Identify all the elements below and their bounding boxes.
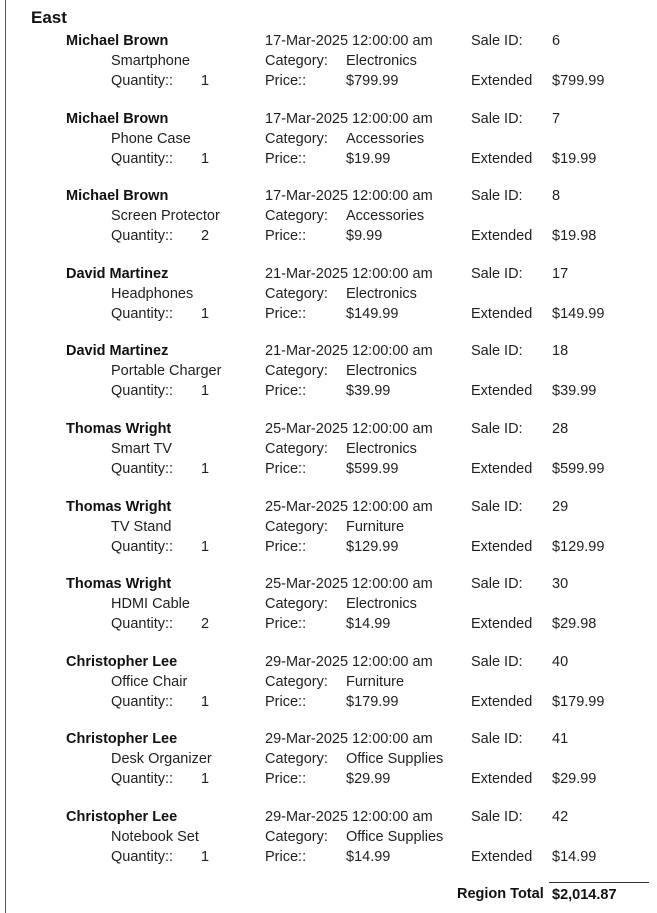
category-value: Accessories bbox=[346, 208, 425, 224]
extended-label: Extended bbox=[471, 771, 533, 787]
customer-name: Michael Brown bbox=[66, 33, 169, 49]
sale-id-value: 42 bbox=[552, 809, 569, 825]
sale-id-label: Sale ID: bbox=[471, 343, 523, 359]
sale-id-label: Sale ID: bbox=[471, 33, 523, 49]
sales-record bbox=[0, 421, 657, 481]
price-label: Price:: bbox=[265, 849, 307, 865]
sale-id-value: 8 bbox=[552, 188, 561, 204]
price-value: $39.99 bbox=[346, 383, 391, 399]
extended-label: Extended bbox=[471, 694, 533, 710]
customer-name: Christopher Lee bbox=[66, 809, 178, 825]
price-value: $599.99 bbox=[346, 461, 399, 477]
extended-value: $799.99 bbox=[552, 73, 605, 89]
customer-name: Michael Brown bbox=[66, 188, 169, 204]
category-label: Category: bbox=[265, 829, 328, 845]
quantity-value: 1 bbox=[201, 73, 210, 89]
category-value: Electronics bbox=[346, 441, 417, 457]
extended-value: $19.99 bbox=[552, 151, 597, 167]
product-name: Screen Protector bbox=[111, 208, 220, 224]
category-value: Office Supplies bbox=[346, 751, 444, 767]
sale-date: 21-Mar-2025 12:00:00 am bbox=[265, 266, 433, 282]
category-value: Electronics bbox=[346, 286, 417, 302]
region-total-label: Region Total bbox=[457, 886, 544, 902]
extended-value: $129.99 bbox=[552, 539, 605, 555]
quantity-value: 1 bbox=[201, 151, 210, 167]
category-label: Category: bbox=[265, 131, 328, 147]
quantity-label: Quantity:: bbox=[111, 461, 174, 477]
extended-value: $149.99 bbox=[552, 306, 605, 322]
extended-value: $29.99 bbox=[552, 771, 597, 787]
sale-date: 29-Mar-2025 12:00:00 am bbox=[265, 809, 433, 825]
category-label: Category: bbox=[265, 53, 328, 69]
sale-id-label: Sale ID: bbox=[471, 731, 523, 747]
sale-date: 25-Mar-2025 12:00:00 am bbox=[265, 421, 433, 437]
category-value: Electronics bbox=[346, 596, 417, 612]
sale-id-value: 40 bbox=[552, 654, 569, 670]
extended-value: $19.98 bbox=[552, 228, 597, 244]
sales-record bbox=[0, 499, 657, 559]
price-label: Price:: bbox=[265, 228, 307, 244]
quantity-label: Quantity:: bbox=[111, 539, 174, 555]
price-value: $799.99 bbox=[346, 73, 399, 89]
quantity-value: 1 bbox=[201, 383, 210, 399]
quantity-label: Quantity:: bbox=[111, 73, 174, 89]
category-value: Electronics bbox=[346, 53, 417, 69]
sale-date: 21-Mar-2025 12:00:00 am bbox=[265, 343, 433, 359]
customer-name: Thomas Wright bbox=[66, 421, 172, 437]
customer-name: David Martinez bbox=[66, 343, 169, 359]
quantity-value: 1 bbox=[201, 771, 210, 787]
sale-date: 17-Mar-2025 12:00:00 am bbox=[265, 33, 433, 49]
extended-value: $29.98 bbox=[552, 616, 597, 632]
sales-record bbox=[0, 111, 657, 171]
customer-name: Christopher Lee bbox=[66, 731, 178, 747]
sale-id-value: 17 bbox=[552, 266, 569, 282]
extended-label: Extended bbox=[471, 849, 533, 865]
product-name: Notebook Set bbox=[111, 829, 199, 845]
price-label: Price:: bbox=[265, 539, 307, 555]
sales-record bbox=[0, 809, 657, 869]
category-label: Category: bbox=[265, 286, 328, 302]
category-label: Category: bbox=[265, 674, 328, 690]
quantity-label: Quantity:: bbox=[111, 616, 174, 632]
extended-label: Extended bbox=[471, 616, 533, 632]
extended-label: Extended bbox=[471, 151, 533, 167]
sale-id-value: 18 bbox=[552, 343, 569, 359]
sale-id-value: 29 bbox=[552, 499, 569, 515]
sale-id-value: 28 bbox=[552, 421, 569, 437]
price-label: Price:: bbox=[265, 151, 307, 167]
sale-date: 29-Mar-2025 12:00:00 am bbox=[265, 654, 433, 670]
extended-label: Extended bbox=[471, 228, 533, 244]
extended-value: $179.99 bbox=[552, 694, 605, 710]
price-label: Price:: bbox=[265, 694, 307, 710]
quantity-label: Quantity:: bbox=[111, 151, 174, 167]
customer-name: Thomas Wright bbox=[66, 499, 172, 515]
price-label: Price:: bbox=[265, 771, 307, 787]
extended-value: $599.99 bbox=[552, 461, 605, 477]
sale-id-value: 7 bbox=[552, 111, 561, 127]
quantity-label: Quantity:: bbox=[111, 694, 174, 710]
price-label: Price:: bbox=[265, 616, 307, 632]
sale-id-value: 6 bbox=[552, 33, 561, 49]
customer-name: Thomas Wright bbox=[66, 576, 172, 592]
sale-id-label: Sale ID: bbox=[471, 188, 523, 204]
quantity-label: Quantity:: bbox=[111, 306, 174, 322]
region-total-value: $2,014.87 bbox=[552, 887, 617, 903]
price-label: Price:: bbox=[265, 383, 307, 399]
sales-record bbox=[0, 576, 657, 636]
quantity-value: 1 bbox=[201, 539, 210, 555]
product-name: TV Stand bbox=[111, 519, 172, 535]
sale-date: 25-Mar-2025 12:00:00 am bbox=[265, 499, 433, 515]
quantity-value: 2 bbox=[201, 228, 210, 244]
category-label: Category: bbox=[265, 363, 328, 379]
extended-value: $39.99 bbox=[552, 383, 597, 399]
category-value: Office Supplies bbox=[346, 829, 444, 845]
price-value: $14.99 bbox=[346, 849, 391, 865]
product-name: Portable Charger bbox=[111, 363, 222, 379]
sales-record bbox=[0, 188, 657, 248]
sale-id-label: Sale ID: bbox=[471, 576, 523, 592]
quantity-value: 1 bbox=[201, 306, 210, 322]
sale-id-value: 41 bbox=[552, 731, 569, 747]
product-name: Office Chair bbox=[111, 674, 188, 690]
sales-record bbox=[0, 731, 657, 791]
product-name: Desk Organizer bbox=[111, 751, 212, 767]
category-value: Electronics bbox=[346, 363, 417, 379]
sale-id-label: Sale ID: bbox=[471, 421, 523, 437]
customer-name: David Martinez bbox=[66, 266, 169, 282]
extended-label: Extended bbox=[471, 461, 533, 477]
quantity-value: 1 bbox=[201, 461, 210, 477]
quantity-label: Quantity:: bbox=[111, 228, 174, 244]
category-label: Category: bbox=[265, 519, 328, 535]
region-total-rule bbox=[549, 882, 649, 883]
category-label: Category: bbox=[265, 596, 328, 612]
price-label: Price:: bbox=[265, 306, 307, 322]
extended-label: Extended bbox=[471, 306, 533, 322]
category-label: Category: bbox=[265, 751, 328, 767]
extended-value: $14.99 bbox=[552, 849, 597, 865]
product-name: Headphones bbox=[111, 286, 194, 302]
sale-id-label: Sale ID: bbox=[471, 809, 523, 825]
price-label: Price:: bbox=[265, 73, 307, 89]
sales-record bbox=[0, 33, 657, 93]
region-heading: East bbox=[31, 8, 67, 27]
sales-record bbox=[0, 343, 657, 403]
category-value: Furniture bbox=[346, 674, 405, 690]
quantity-label: Quantity:: bbox=[111, 383, 174, 399]
quantity-label: Quantity:: bbox=[111, 771, 174, 787]
price-label: Price:: bbox=[265, 461, 307, 477]
product-name: HDMI Cable bbox=[111, 596, 190, 612]
sale-date: 17-Mar-2025 12:00:00 am bbox=[265, 111, 433, 127]
category-label: Category: bbox=[265, 441, 328, 457]
category-label: Category: bbox=[265, 208, 328, 224]
price-value: $29.99 bbox=[346, 771, 391, 787]
product-name: Phone Case bbox=[111, 131, 191, 147]
sale-date: 25-Mar-2025 12:00:00 am bbox=[265, 576, 433, 592]
customer-name: Christopher Lee bbox=[66, 654, 178, 670]
sale-id-label: Sale ID: bbox=[471, 499, 523, 515]
product-name: Smart TV bbox=[111, 441, 172, 457]
sale-id-label: Sale ID: bbox=[471, 654, 523, 670]
sale-id-label: Sale ID: bbox=[471, 266, 523, 282]
sale-date: 29-Mar-2025 12:00:00 am bbox=[265, 731, 433, 747]
price-value: $129.99 bbox=[346, 539, 399, 555]
customer-name: Michael Brown bbox=[66, 111, 169, 127]
sale-date: 17-Mar-2025 12:00:00 am bbox=[265, 188, 433, 204]
category-value: Accessories bbox=[346, 131, 425, 147]
extended-label: Extended bbox=[471, 383, 533, 399]
sale-id-value: 30 bbox=[552, 576, 569, 592]
category-value: Furniture bbox=[346, 519, 405, 535]
extended-label: Extended bbox=[471, 539, 533, 555]
quantity-value: 2 bbox=[201, 616, 210, 632]
extended-label: Extended bbox=[471, 73, 533, 89]
sale-id-label: Sale ID: bbox=[471, 111, 523, 127]
price-value: $19.99 bbox=[346, 151, 391, 167]
price-value: $179.99 bbox=[346, 694, 399, 710]
quantity-label: Quantity:: bbox=[111, 849, 174, 865]
price-value: $14.99 bbox=[346, 616, 391, 632]
sales-record bbox=[0, 654, 657, 714]
quantity-value: 1 bbox=[201, 849, 210, 865]
price-value: $9.99 bbox=[346, 228, 383, 244]
price-value: $149.99 bbox=[346, 306, 399, 322]
product-name: Smartphone bbox=[111, 53, 190, 69]
quantity-value: 1 bbox=[201, 694, 210, 710]
sales-record bbox=[0, 266, 657, 326]
